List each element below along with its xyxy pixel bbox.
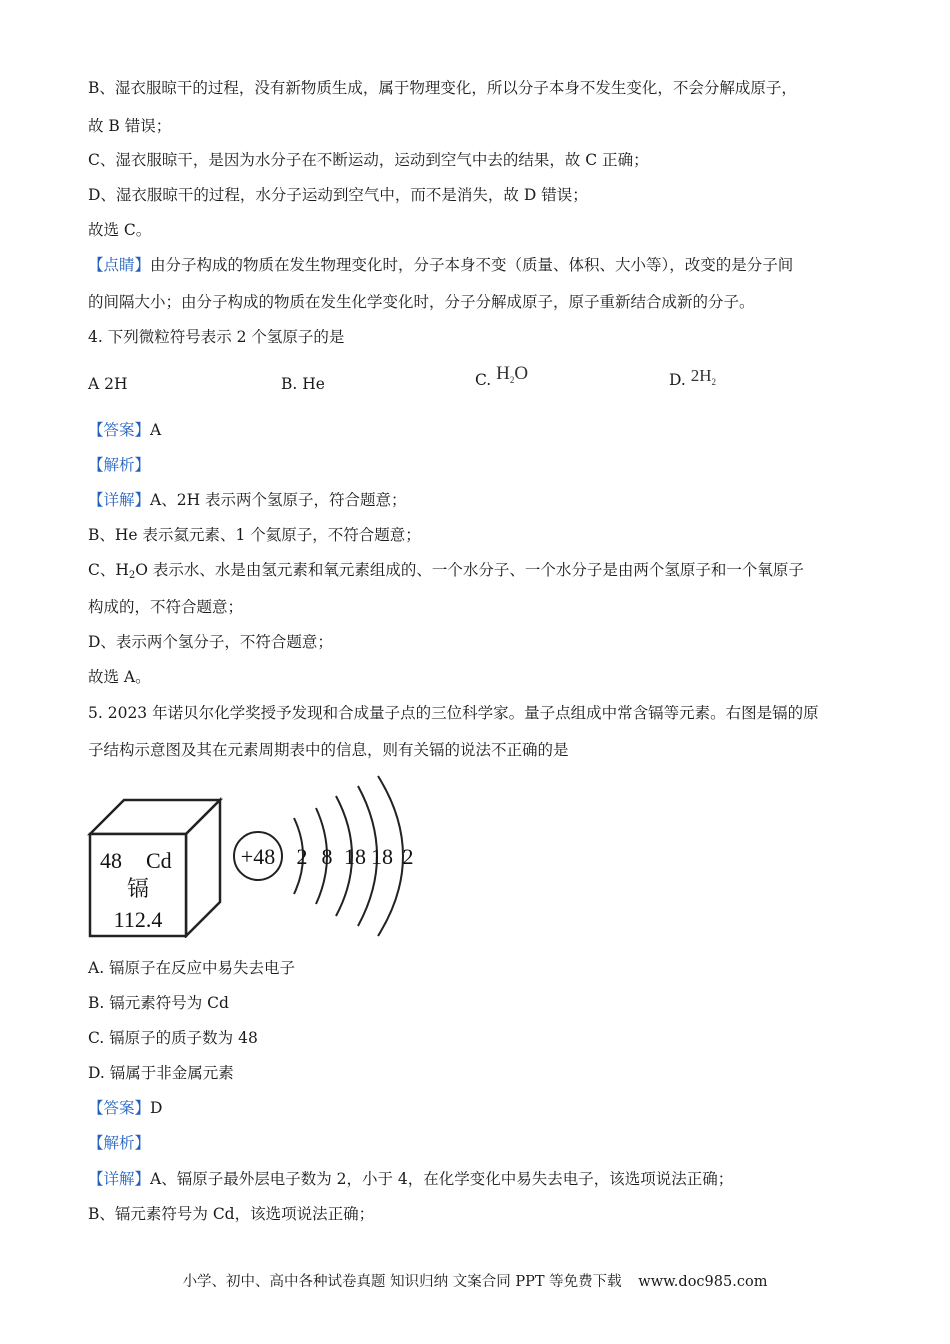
answer-value: D (150, 1099, 163, 1117)
question-4-stem: 4. 下列微粒符号表示 2 个氢原子的是 (88, 328, 345, 346)
answer-tag: 【答案】 (88, 421, 151, 439)
nucleus-charge: +48 (240, 844, 276, 869)
shell-electrons: 2 (402, 844, 414, 869)
q4-detail-line: 构成的，不符合题意； (88, 598, 244, 616)
text-line: C、湿衣服晾干，是因为水分子在不断运动，运动到空气中去的结果，故 C 正确； (88, 151, 649, 169)
q4-detail-line: D、表示两个氢分子，不符合题意； (88, 633, 333, 651)
q5-detail-line: 【详解】A、镉原子最外层电子数为 2，小于 4，在化学变化中易失去电子，该选项说法正确； (88, 1170, 734, 1188)
shell-electrons: 18 (344, 844, 366, 869)
q4-analysis-tag: 【解析】 (88, 456, 151, 474)
q4-detail-line: B、He 表示氦元素、1 个氦原子，不符合题意； (88, 526, 421, 544)
q4-option-b: B. He (281, 375, 325, 393)
formula-2h2: $2H_2$ (690, 366, 717, 387)
q5-option-c: C. 镉原子的质子数为 48 (88, 1029, 258, 1047)
text-line: B、湿衣服晾干的过程，没有新物质生成，属于物理变化，所以分子本身不发生变化，不会分解成原子， (88, 79, 797, 97)
text-line: D、湿衣服晾干的过程，水分子运动到空气中，而不是消失，故 D 错误； (88, 186, 588, 204)
q4-option-c-label: C. (475, 371, 492, 389)
answer-value: A (150, 421, 162, 439)
atomic-structure-diagram (228, 772, 428, 942)
q4-option-d (669, 366, 717, 396)
page-footer (0, 1270, 950, 1291)
q4-detail-line: 【详解】A、2H 表示两个氢原子，符合题意； (88, 491, 407, 509)
text-line: 的间隔大小；由分子构成的物质在发生化学变化时，分子分解成原子，原子重新结合成新的分子。 (88, 293, 755, 311)
footer-text: 小学、初中、高中各种试卷真题 知识归纳 文案合同 PPT 等免费下载 (182, 1274, 622, 1290)
element-name: 镉 (126, 876, 150, 901)
question-5-stem: 子结构示意图及其在元素周期表中的信息，则有关镉的说法不正确的是 (88, 741, 569, 759)
q4-detail-line: 故选 A。 (88, 668, 151, 686)
q4-option-c (475, 363, 529, 396)
element-mass: 112.4 (113, 907, 163, 932)
element-atomic-number: 48 (100, 848, 122, 873)
answer-tag: 【答案】 (88, 1099, 151, 1117)
comment-text: 由分子构成的物质在发生物理变化时，分子本身不变（质量、体积、大小等），改变的是分子间 (150, 256, 794, 274)
shell-electrons: 18 (371, 844, 393, 869)
q5-analysis-tag: 【解析】 (88, 1134, 151, 1152)
q5-detail-line: B、镉元素符号为 Cd，该选项说法正确； (88, 1205, 375, 1223)
comment-tag: 【点睛】 (88, 256, 151, 274)
detail-tag: 【详解】 (88, 1170, 151, 1188)
q4-answer (88, 420, 161, 440)
comment-line (88, 255, 793, 275)
footer-url: www.doc985.com (638, 1274, 768, 1290)
q5-answer (88, 1098, 162, 1118)
q5-option-b: B. 镉元素符号为 Cd (88, 994, 229, 1012)
element-symbol: Cd (146, 848, 172, 873)
shell-electrons: 8 (321, 844, 333, 869)
q5-option-a: A. 镉原子在反应中易失去电子 (88, 959, 296, 977)
detail-tag: 【详解】 (88, 491, 151, 509)
question-5-stem: 5. 2023 年诺贝尔化学奖授予发现和合成量子点的三位科学家。量子点组成中常含镉等元素。右图是镉的原 (88, 704, 819, 722)
q5-option-d: D. 镉属于非金属元素 (88, 1064, 234, 1082)
q4-detail-line: C、$H_2O$ 表示水、水是由氢元素和氧元素组成的、一个水分子、一个水分子是由两个氢原子和一个氧原子 (88, 561, 804, 581)
text-line: 故选 C。 (88, 221, 152, 239)
formula-h2o: $H_2O$ (496, 363, 529, 385)
q4-option-a: A 2H (88, 375, 128, 393)
shell-electrons: 2 (296, 844, 308, 869)
element-cell-diagram (86, 772, 226, 938)
text-line: 故 B 错误； (88, 117, 172, 135)
q4-option-d-label: D. (669, 371, 686, 389)
